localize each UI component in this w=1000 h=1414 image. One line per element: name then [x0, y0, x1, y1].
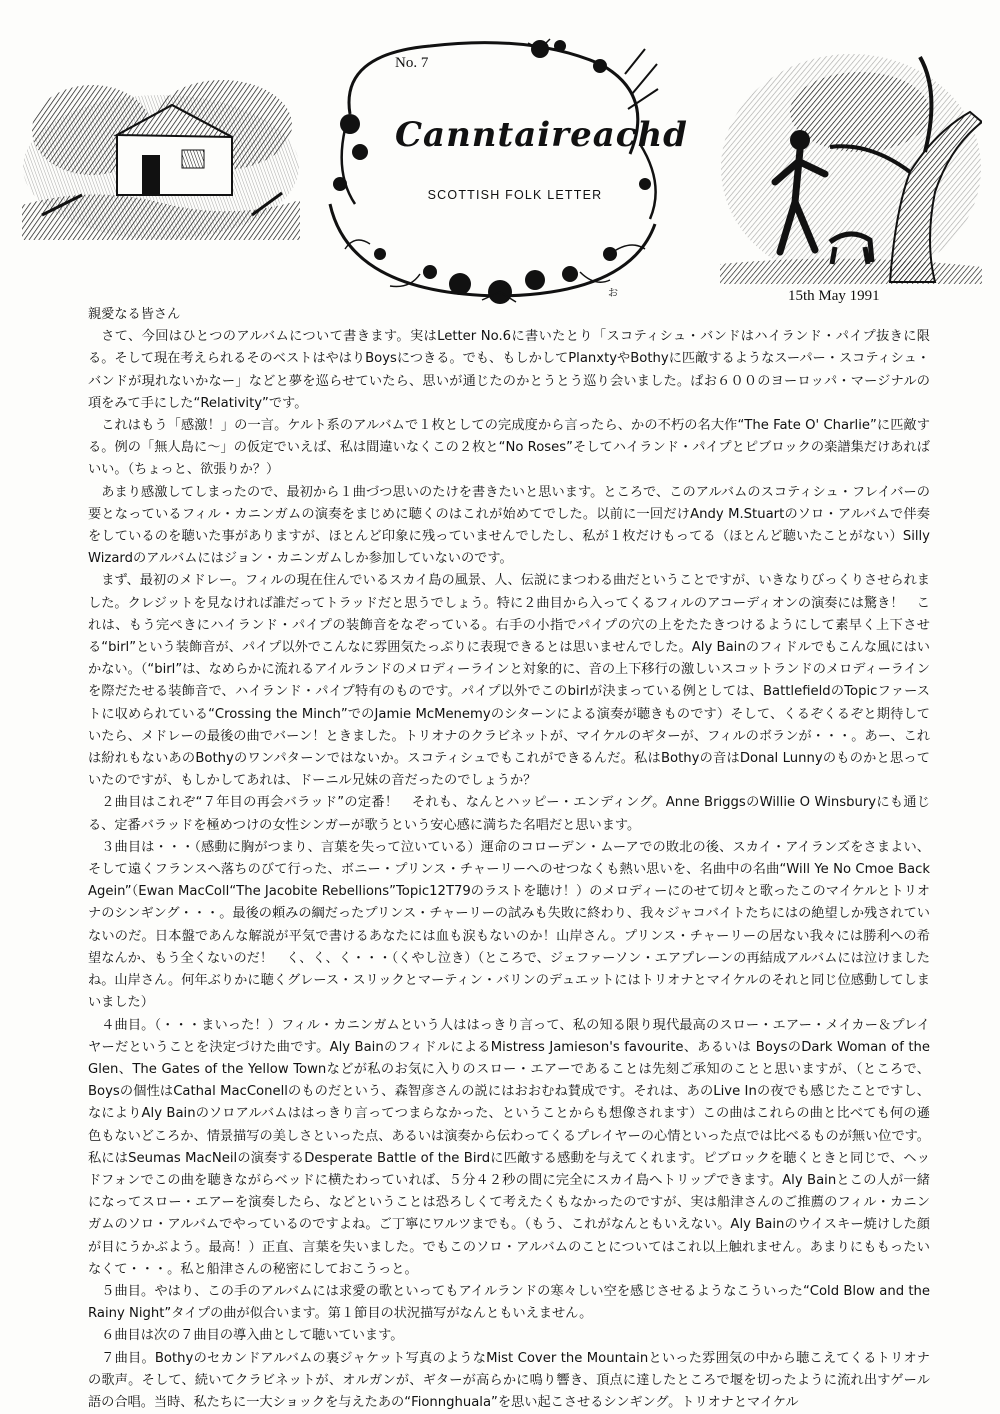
paragraph: あまり感激してしまったので、最初から１曲づつ思いのたけを書きたいと思います。ところで、このアルバムのスコティシュ・フレイバーの要となっているフィル・カニンガムの演奏をまじめに聴くのはこれが始めてでした。以前に一回だけAndy M.Stuartのソロ・アルバムで伴奏をしているのを聴いた事がありますが、ほとんど印象に残っていませんでしたし、私が１枚だけもってる（ほとんど聴いたことがない）Silly Wizardのアルバムにはジョン・カニンガムしか参加していないのです。 [88, 484, 930, 567]
paragraph: まず、最初のメドレー。フィルの現在住んでいるスカイ島の風景、人、伝説にまつわる曲だということですが、いきなりびっくりさせられました。クレジットを見なければ誰だってトラッドだと思うでしょう。特に２曲目から入ってくるフィルのアコーディオンの演奏には驚き！ これは、もう完ぺきにハイランド・パイプの装飾音をなぞっている。右手の小指でパイプの穴の上をたたきつけるようにして素早く上下させる“birl”という装飾音が、パイプ以外でこんなに雰囲気たっぷりに表現できるとは思いませんでした。Aly Bainのフィドルでもこんな風にはいかない。（“birl”は、なめらかに流れるアイルランドのメロディーラインと対象的に、音の上下移行の激しいスコットランドのメロディーラインを際だたせる装飾音で、ハイランド・パイプ特有のものです。パイプ以外でこのbirlが決まっている例としては、BattlefieldのTopicファーストに収められている“Crossing the Minch”でのJamie McMenemyのシターンによる演奏が聴きものです）そして、くるぞくるぞと期待していたら、メドレーの最後の曲でバーン！ときました。トリオナのクラビネットが、マイケルのギターが、フィルのボランが・・・。あー、これは紛れもないあのBothyのワンパターンではないか。スコティシュでもこれができるんだ。私はBothyの音はDonal Lunnyのものかと思っていたのですが、もしかしてあれは、ドーニル兄妹の音だったのでしょうか？ [88, 573, 930, 789]
issue-number: No. 7 [395, 55, 429, 71]
newsletter-title: Canntaireachd [395, 115, 688, 155]
masthead [0, 0, 1000, 304]
cottage-woodcut-icon [22, 75, 300, 240]
salutation: 親愛なる皆さん [88, 307, 181, 322]
paragraph: さて、今回はひとつのアルバムについて書きます。実はLetter No.6に書いたとり「スコティシュ・バンドはハイランド・パイプ抜きに限る。そして現在考えられるそのベストはやはりBoysにつきる。でも、もしかしてPlanxtyやBothyに匹敵するようなスーパー・スコティシュ・バンドが現れないかなー」などと夢を巡らせていたら、思いが通じたのかとうとう巡り会いました。ぱお６００のヨーロッパ・マージナルの項をみて手にした“Relativity”です。 [88, 329, 930, 411]
floral-wreath-icon [310, 34, 690, 312]
letter-date: 15th May 1991 [788, 288, 880, 304]
ruby-annotation: お [608, 288, 618, 299]
newsletter-subtitle: SCOTTISH FOLK LETTER [427, 188, 603, 202]
letter-body [88, 304, 930, 1414]
paragraph: ５曲目。やはり、この手のアルバムには求愛の歌といってもアイルランドの寒々しい空を感じさせるようなこういった“Cold Blow and the Rainy Night”タイプの曲が似合います。第１節目の状況描写がなんともいえません。 [88, 1283, 930, 1322]
paragraph: ６曲目は次の７曲目の導入曲として聴いています。 [101, 1328, 404, 1344]
paragraph: ２曲目はこれぞ“７年目の再会バラッド”の定番！ それも、なんとハッピー・エンディング。Anne BriggsのWillie O Winsburyにも通じる、定番バラッドを極めつけの女性シンガーが歌うという安心感に満ちた名唱だと思います。 [88, 795, 930, 833]
paragraph: ４曲目。（・・・まいった！）フィル・カニンガムという人ははっきり言って、私の知る限り現代最高のスロー・エアー・メイカー＆プレイヤーだということを決定づけた曲です。Aly BainのフィドルによるMistress Jamieson's favourite、あるいは BoysのDark Woman of the Glen、The Gates of the Yellow Townなどが私のお気に入りのスロー・エアーであることは先刻ご承知のことと思いますが、（ところで、Boysの個性はCathal MacConellのものだという、森智彦さんの説にはおおむね賛成です。それは、あのLive Inの夜でも感じたことですし、なによりAly Bainのソロアルバムははっきり言ってつまらなかった、ということからも想像されます）この曲はこれらの曲と比べても何の遜色もないどころか、情景描写の美しさといった点、あるいは演奏から伝わってくるプレイヤーの心情といった点では比べるものが無い位です。私にはSeumas MacNeilの演奏するDesperate Battle of the Birdに匹敵する感動を与えてくれます。ピブロックを聴くときと同じで、ヘッドフォンでこの曲を聴きながらベッドに横たわっていれば、５分４２秒の間に完全にスカイ島へトリップできます。Aly Bainとこの人が一緒になってスロー・エアーを演奏したら、などということは恐ろしくて考えたくもなかったのですが、実は船津さんのご推薦のフィル・カニンガムのソロ・アルバムでやっているのですよね。ご丁寧にワルツまでも。（もう、これがなんともいえない。Aly Bainのウイスキー焼けした顔が目にうかぶよう。最高！）正直、言葉を失いました。でもこのソロ・アルバムのことについてはこれ以上触れません。あまりにももったいなくて・・・。私と船津さんの秘密にしておこうっと。 [88, 1017, 930, 1277]
paragraph: これはもう「感激！」の一言。ケルト系のアルバムで１枚としての完成度から言ったら、かの不朽の名大作“The Fate O' Charlie”に匹敵する。例の「無人島に〜」の仮定でいえば、私は間違いなくこの２枚と“No Roses”そしてハイランド・パイプとピブロックの楽譜集だけあればいい。（ちょっと、欲張りか？） [88, 418, 930, 478]
paragraph: ７曲目。Bothyのセカンドアルバムの裏ジャケット写真のようなMist Cover the Mountainといった雰囲気の中から聴こえてくるトリオナの歌声。そして、続いてクラビネットが、オルガンが、ギターが高らかに鳴り響き、頂点に達したところで堰を切ったように流れ出すゲール語の合唱。当時、私たちに一大ショックを与えたあの“Fionnghuala”を思い起こさせるシンギング。トリオナとマイケル [88, 1350, 930, 1410]
paragraph: ３曲目は・・・（感動に胸がつまり、言葉を失って泣いている）運命のコローデン・ムーアでの敗北の後、スカイ・アイランズをさまよい、そして遠くフランスへ落ちのびて行った、ボニー・プリンス・チャーリーへのせつなくも熱い思いを、名曲中の名曲“Will Ye No Cmoe Back Agein”（Ewan MacColl“The Jacobite Rebellions”Topic12T79のラストを聴け！）のメロディーにのせて切々と歌ったこのマイケルとトリオナのシンギング・・・。最後の頼みの綱だったプリンス・チャーリーの試みも失敗に終わり、我々ジャコバイトたちにはの絶望しか残されていないのだ。日本盤であんな解説が平気で書けるあなたには血も涙もないのか！山岸さん。プリンス・チャーリーの居ない我々には勝利への希望なんか、もう全くないのだ！ く、く、く・・・（くやし泣き）（ところで、ジェファーソン・エアプレーンの再結成アルバムには泣けましたね。山岸さん。何年ぶりかに聴くグレース・スリックとマーティン・バリンのデュエットにはトリオナとマイケルのそれと同じ位感動してしまいました） [88, 839, 930, 1011]
man-with-dog-woodcut-icon [720, 52, 982, 284]
